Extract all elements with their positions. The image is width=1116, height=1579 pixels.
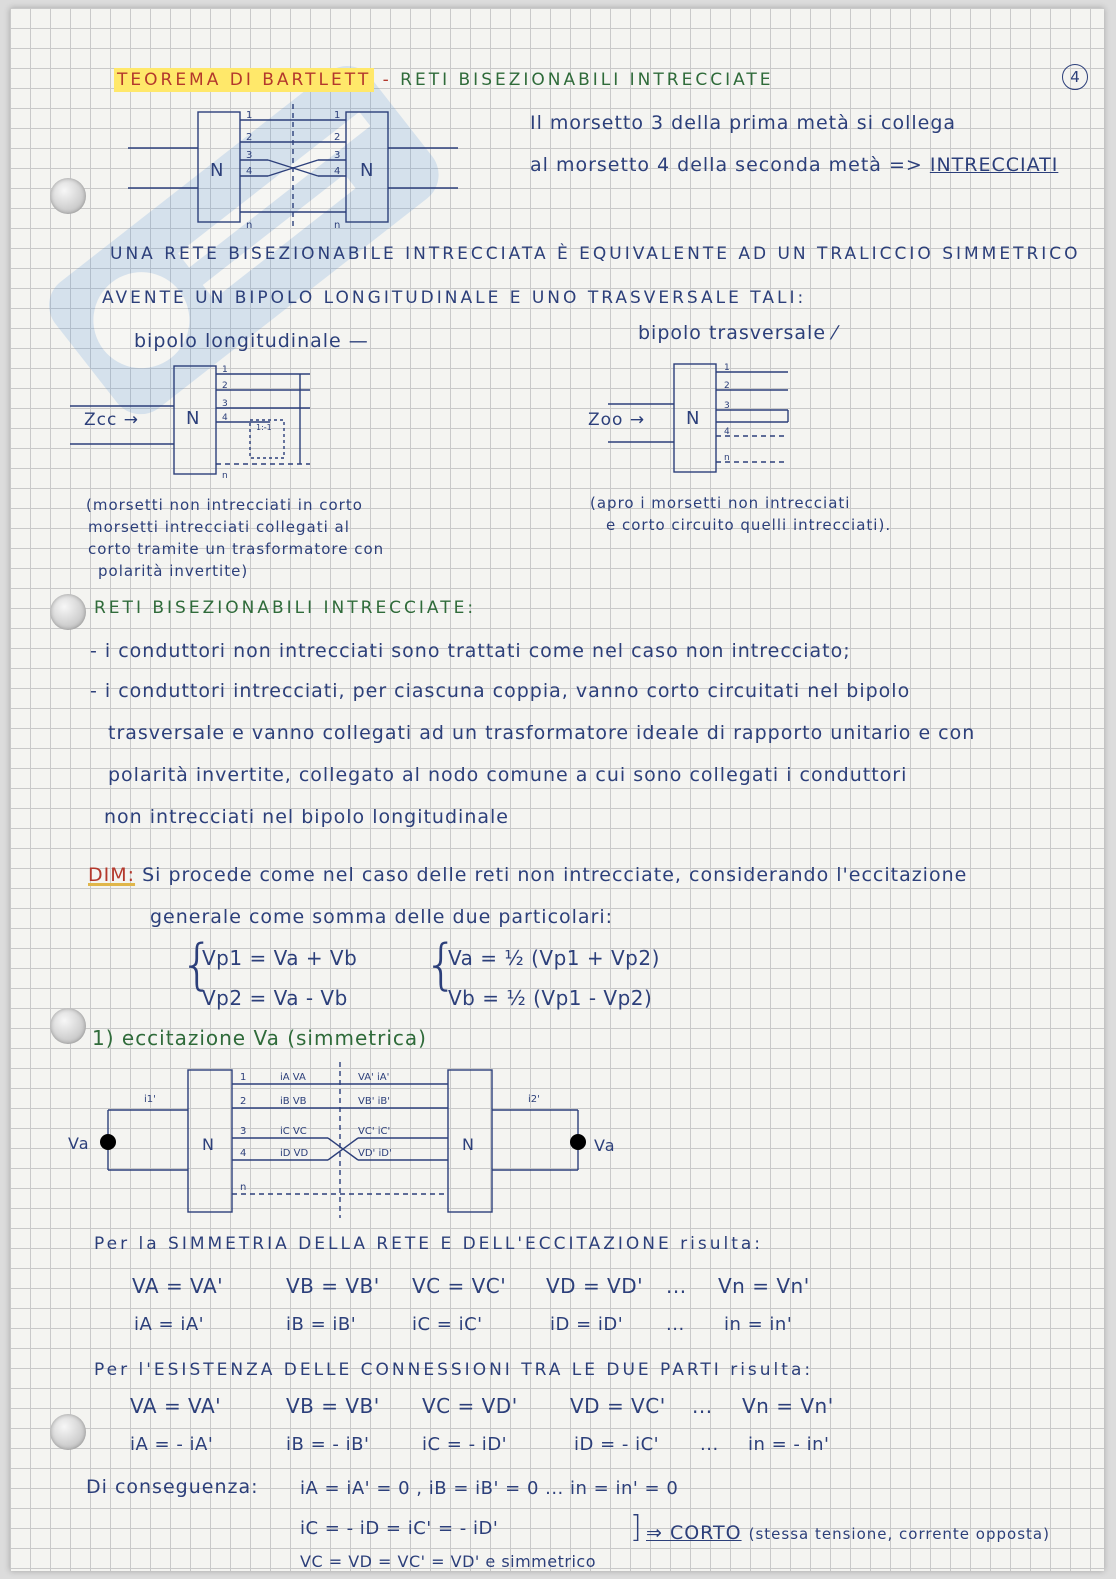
intro-line2 — [530, 154, 1058, 176]
consequence-bracket: ] — [630, 1510, 643, 1545]
conn-i-1: iA = - iA' — [130, 1434, 214, 1455]
svg-text:2: 2 — [246, 132, 253, 143]
binder-hole — [50, 1414, 86, 1450]
dim-line1 — [88, 864, 967, 886]
svg-text:1: 1 — [334, 110, 341, 121]
conn-i-6: in = - in' — [748, 1434, 830, 1455]
svg-text:n: n — [246, 220, 253, 231]
conn-v-4: VD = VC' — [570, 1394, 666, 1418]
conn-v-2: VB = VB' — [286, 1394, 380, 1418]
long-note-2: morsetti intrecciati collegati al — [88, 518, 350, 536]
dim-line2: generale come somma delle due particolari: — [150, 906, 614, 928]
svg-text:i1': i1' — [144, 1094, 156, 1105]
svg-text:3: 3 — [246, 150, 253, 161]
title-sep: - — [374, 70, 401, 90]
svg-text:3: 3 — [334, 150, 341, 161]
svg-text:N: N — [360, 160, 374, 181]
notebook-page — [10, 8, 1104, 1571]
long-note-1: (morsetti non intrecciati in corto — [86, 496, 363, 514]
sym-v-5: ... — [666, 1274, 687, 1298]
statement-line2: AVENTE UN BIPOLO LONGITUDINALE E UNO TRASVERSALE TALI: — [102, 288, 807, 308]
system-brace-right: { — [424, 933, 459, 996]
conn-i-5: ... — [700, 1434, 719, 1455]
bullet-2-line1: - i conduttori intrecciati, per ciascuna coppia, vanno corto circuitati nel bipolo — [90, 680, 911, 702]
page-number: 4 — [1062, 64, 1088, 90]
bullet-2-line4: non intrecciati nel bipolo longitudinale — [104, 806, 509, 828]
sym-v-3: VC = VC' — [412, 1274, 507, 1298]
sym-i-5: ... — [666, 1314, 685, 1335]
consequence-line2: iC = - iD = iC' = - iD' — [300, 1518, 499, 1539]
binder-hole — [50, 1008, 86, 1044]
dim-text-1: Si procede come nel caso delle reti non intrecciate, considerando l'eccitazione — [142, 864, 968, 886]
sym-v-1: VA = VA' — [132, 1274, 224, 1298]
svg-text:4: 4 — [724, 427, 730, 437]
sys2-eq1: Va = ½ (Vp1 + Vp2) — [448, 946, 660, 970]
sys2-eq2: Vb = ½ (Vp1 - Vp2) — [448, 986, 653, 1010]
source-right-label: Va — [594, 1136, 616, 1155]
trans-note-1: (apro i morsetti non intrecciati — [590, 494, 851, 512]
svg-text:iA VA: iA VA — [280, 1072, 306, 1083]
svg-text:4: 4 — [246, 166, 253, 177]
connections-heading: Per l'ESISTENZA DELLE CONNESSIONI TRA LE DUE PARTI risulta: — [94, 1360, 814, 1380]
conn-i-2: iB = - iB' — [286, 1434, 370, 1455]
bullet-2-line2: trasversale e vanno collegati ad un trasformatore ideale di rapporto unitario e con — [108, 722, 976, 744]
svg-text:n: n — [724, 453, 730, 463]
consequence-line3: VC = VD = VC' = VD' e simmetrico — [300, 1552, 596, 1571]
svg-text:N: N — [686, 408, 700, 429]
title-part2: RETI BISEZIONABILI INTRECCIATE — [400, 70, 774, 90]
svg-text:VB' iB': VB' iB' — [358, 1096, 391, 1107]
source-left-label: Va — [68, 1134, 90, 1153]
svg-text:n: n — [240, 1182, 247, 1193]
svg-text:4: 4 — [240, 1148, 247, 1159]
svg-text:3: 3 — [724, 401, 730, 411]
svg-text:i2': i2' — [528, 1094, 540, 1105]
svg-text:2: 2 — [334, 132, 341, 143]
dim-label: DIM: — [88, 864, 136, 886]
svg-text:n: n — [334, 220, 341, 231]
conn-v-1: VA = VA' — [130, 1394, 222, 1418]
svg-text:4: 4 — [222, 413, 228, 423]
long-note-3: corto tramite un trasformatore con — [88, 540, 385, 558]
consequence-label: Di conseguenza: — [86, 1476, 259, 1498]
conn-i-3: iC = - iD' — [422, 1434, 508, 1455]
sym-i-6: in = in' — [724, 1314, 793, 1335]
conn-v-6: Vn = Vn' — [742, 1394, 834, 1418]
bullet-1-text: i conduttori non intrecciati sono trattati come nel caso non intrecciato; — [104, 640, 851, 662]
svg-text:N: N — [202, 1135, 214, 1154]
svg-text:1: 1 — [246, 110, 253, 121]
intro-intertwined: INTRECCIATI — [929, 154, 1059, 176]
trans-note-2: e corto circuito quelli intrecciati). — [606, 516, 892, 534]
svg-text:2: 2 — [240, 1096, 247, 1107]
svg-text:iD VD: iD VD — [280, 1148, 309, 1159]
consequence-result: ⇒ CORTO — [646, 1522, 742, 1544]
symmetry-heading: Per la SIMMETRIA DELLA RETE E DELL'ECCITAZIONE risulta: — [94, 1234, 764, 1254]
consequence-note: (stessa tensione, corrente opposta) — [748, 1525, 1050, 1543]
intro-line2-text: al morsetto 4 della seconda metà => — [530, 154, 923, 176]
svg-text:4: 4 — [334, 166, 341, 177]
bullet-2-line3: polarità invertite, collegato al nodo comune a cui sono collegati i conduttori — [108, 764, 908, 786]
svg-text:1: 1 — [222, 365, 228, 375]
sys1-eq2: Vp2 = Va - Vb — [202, 986, 348, 1010]
sym-v-6: Vn = Vn' — [718, 1274, 810, 1298]
svg-text:VD' iD': VD' iD' — [358, 1148, 392, 1159]
svg-text:N: N — [186, 408, 200, 429]
svg-text:n: n — [222, 471, 228, 481]
title-part1: TEOREMA DI BARTLETT — [114, 68, 374, 92]
sys1-eq1: Vp1 = Va + Vb — [202, 946, 358, 970]
conn-v-3: VC = VD' — [422, 1394, 518, 1418]
zcc-text: Zcc — [84, 410, 118, 430]
sym-i-2: iB = iB' — [286, 1314, 357, 1335]
bullet-1: - i conduttori non intrecciati sono trattati come nel caso non intrecciato; — [90, 640, 851, 662]
consequence-line1: iA = iA' = 0 , iB = iB' = 0 ... in = in' = 0 — [300, 1478, 679, 1499]
page-title — [114, 70, 774, 90]
section-heading: RETI BISEZIONABILI INTRECCIATE: — [94, 598, 477, 618]
bipolo-trasversale-label: bipolo trasversale ⁄ — [638, 322, 838, 344]
zoo-label: Zoo → — [588, 410, 646, 430]
conn-i-4: iD = - iC' — [574, 1434, 660, 1455]
svg-text:iC VC: iC VC — [280, 1126, 307, 1137]
case1-title: 1) eccitazione Va (simmetrica) — [92, 1026, 427, 1050]
binder-hole — [50, 594, 86, 630]
svg-text:N: N — [210, 160, 224, 181]
long-note-4: polarità invertite) — [98, 562, 249, 580]
intertwined-network-diagram — [128, 104, 468, 234]
symmetric-excitation-diagram — [58, 1062, 638, 1222]
consequence-result-row — [646, 1522, 1050, 1544]
statement-line1: UNA RETE BISEZIONABILE INTRECCIATA È EQUIVALENTE AD UN TRALICCIO SIMMETRICO — [110, 244, 1081, 264]
svg-text:3: 3 — [240, 1126, 247, 1137]
sym-i-3: iC = iC' — [412, 1314, 483, 1335]
intro-line1: Il morsetto 3 della prima metà si collega — [530, 112, 957, 134]
svg-text:3: 3 — [222, 399, 228, 409]
svg-text:1:-1: 1:-1 — [256, 423, 272, 432]
zoo-text: Zoo — [588, 410, 624, 430]
sym-i-4: iD = iD' — [550, 1314, 624, 1335]
bipolo-longitudinale-label: bipolo longitudinale — — [134, 330, 369, 352]
svg-text:2: 2 — [222, 381, 228, 391]
svg-text:2: 2 — [724, 381, 730, 391]
svg-text:1: 1 — [724, 363, 730, 373]
sym-v-2: VB = VB' — [286, 1274, 380, 1298]
zcc-label: Zcc → — [84, 410, 139, 430]
bullet-2-text-1: i conduttori intrecciati, per ciascuna coppia, vanno corto circuitati nel bipolo — [104, 680, 911, 702]
binder-hole — [50, 178, 86, 214]
sym-i-1: iA = iA' — [134, 1314, 205, 1335]
svg-text:VC' iC': VC' iC' — [358, 1126, 391, 1137]
svg-text:N: N — [462, 1135, 474, 1154]
svg-text:iB VB: iB VB — [280, 1096, 307, 1107]
sym-v-4: VD = VD' — [546, 1274, 644, 1298]
svg-text:1: 1 — [240, 1072, 247, 1083]
conn-v-5: ... — [692, 1394, 713, 1418]
system-brace-left: { — [180, 933, 215, 996]
svg-text:VA' iA': VA' iA' — [358, 1072, 390, 1083]
